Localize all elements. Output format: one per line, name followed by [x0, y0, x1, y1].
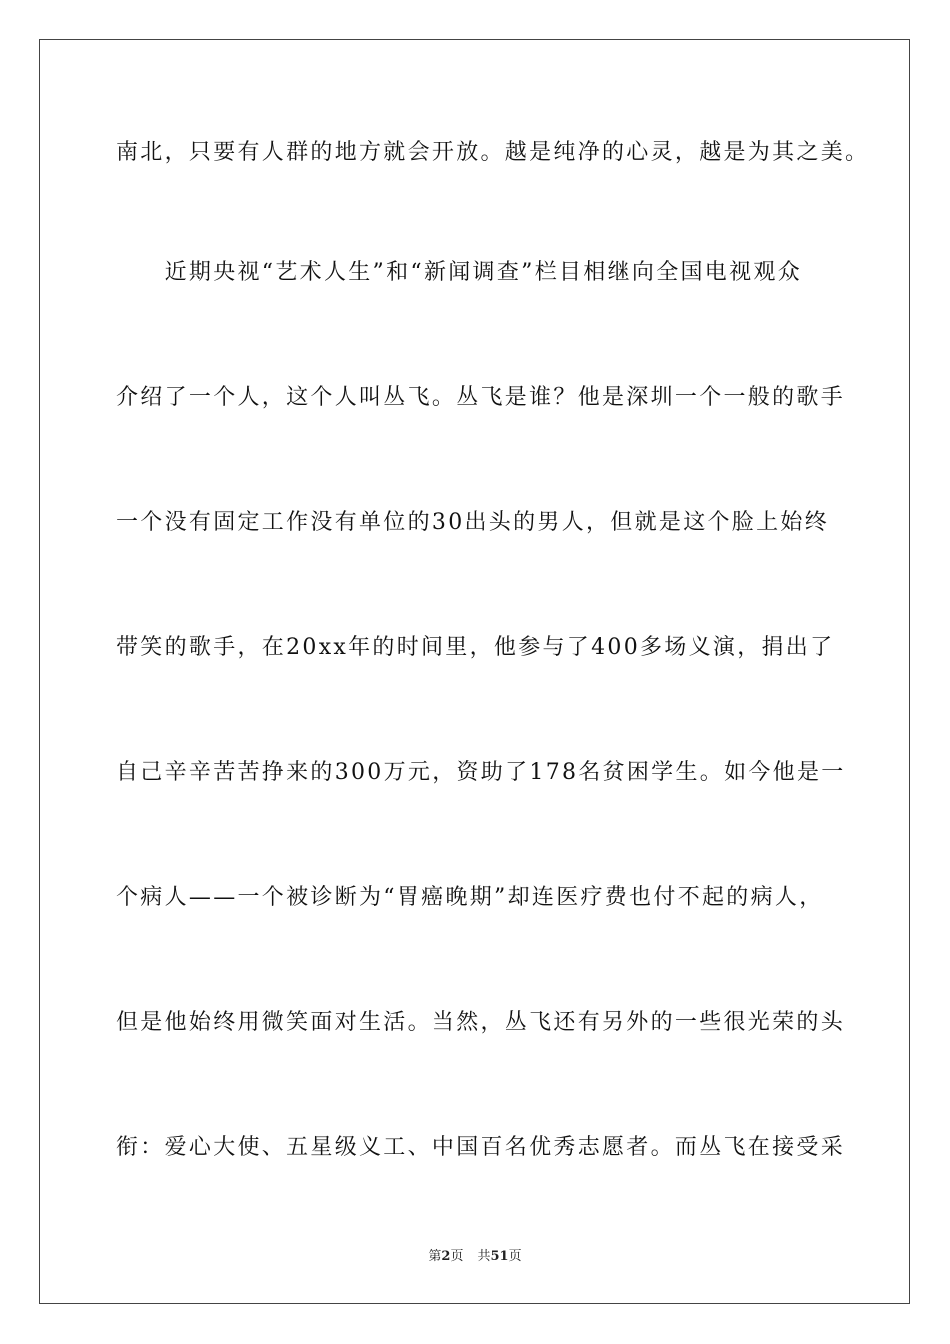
- footer-total-pages: 51: [490, 1249, 509, 1264]
- text-line-3: 介绍了一个人，这个人叫丛飞。丛飞是谁？他是深圳一个一般的歌手: [116, 385, 846, 410]
- text-line-9: 衔：爱心大使、五星级义工、中国百名优秀志愿者。而丛飞在接受采: [116, 1135, 846, 1160]
- text-line-5: 带笑的歌手，在20xx年的时间里，他参与了400多场义演，捐出了: [116, 635, 835, 660]
- text-line-7: 个病人——一个被诊断为“胃癌晚期”却连医疗费也付不起的病人，: [116, 885, 824, 910]
- footer-total-prefix: 共: [477, 1249, 491, 1264]
- text-line-2: 近期央视“艺术人生”和“新闻调查”栏目相继向全国电视观众: [116, 260, 802, 285]
- text-line-1: 南北，只要有人群的地方就会开放。越是纯净的心灵，越是为其之美。: [116, 140, 870, 165]
- footer-page-number: 2: [441, 1249, 451, 1264]
- text-line-4: 一个没有固定工作没有单位的30出头的男人，但就是这个脸上始终: [116, 510, 829, 535]
- text-line-8: 但是他始终用微笑面对生活。当然，丛飞还有另外的一些很光荣的头: [116, 1010, 846, 1035]
- page-footer: [0, 1248, 950, 1266]
- footer-page-prefix: 第: [428, 1249, 442, 1264]
- footer-page-suffix: 页: [450, 1249, 464, 1264]
- footer-total-suffix: 页: [508, 1249, 522, 1264]
- text-line-6: 自己辛辛苦苦挣来的300万元，资助了178名贫困学生。如今他是一: [116, 760, 846, 785]
- page-border: [39, 39, 910, 1304]
